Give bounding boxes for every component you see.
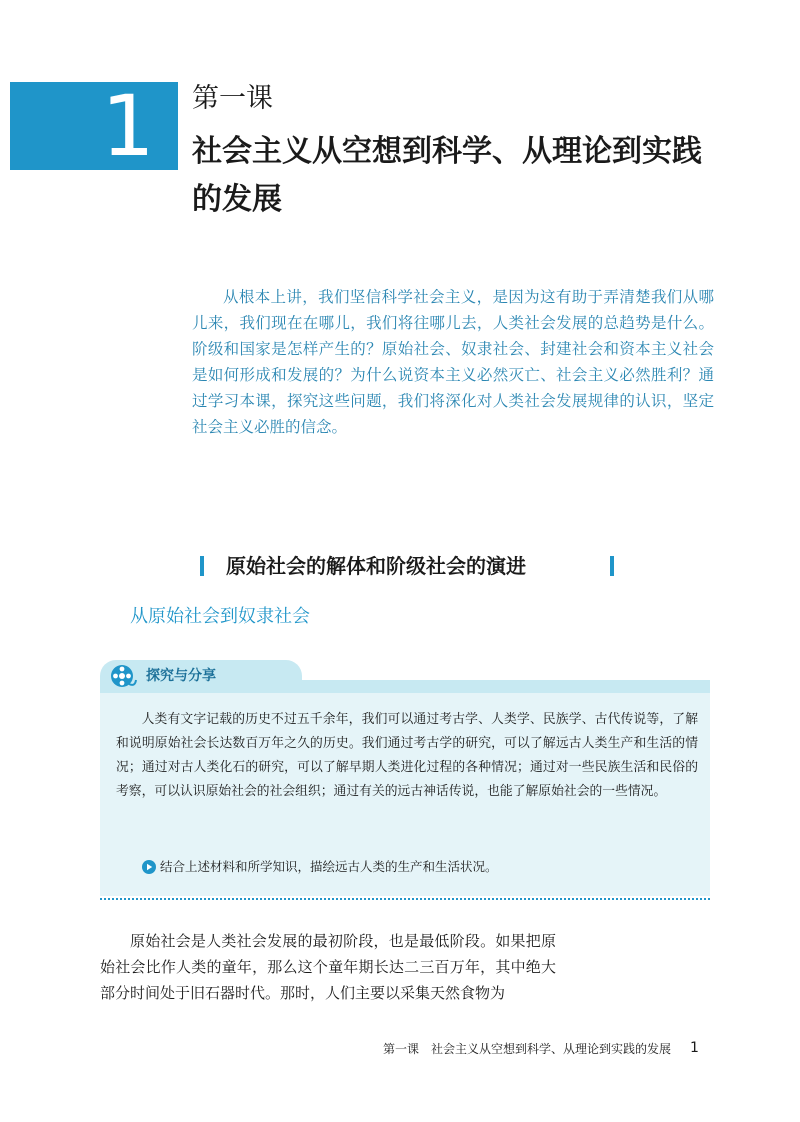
explore-share-box (100, 660, 710, 900)
explore-title: 探究与分享 (146, 668, 216, 684)
section-heading-text: 原始社会的解体和阶级社会的演进 (226, 554, 526, 578)
chapter-number: 1 (101, 77, 155, 175)
explore-text: 人类有文字记载的历史不过五千余年，我们可以通过考古学、人类学、民族学、古代传说等，了解和说明原始社会长达数百万年之久的历史。我们通过考古学的研究，可以了解远古人类生产和生活的情况；通过对古人类化石的研究，可以了解早期人类进化过程的各种情况；通过对一些民族生活和民俗的考察，可以认识原始社会的社会组织；通过有关的远古神话传说，也能了解原始社会的一些情况。 (116, 712, 698, 799)
subsection-title: 从原始社会到奴隶社会 (130, 606, 310, 627)
play-circle-icon (142, 860, 156, 874)
page-number: 1 (690, 1040, 699, 1056)
dotted-divider (100, 898, 710, 900)
section-heading (200, 550, 614, 582)
film-reel-icon (109, 662, 137, 690)
task-text: 结合上述材料和所学知识，描绘远古人类的生产和生活状况。 (160, 859, 498, 874)
lesson-label: 第一课 (192, 83, 273, 114)
intro-paragraph: 从根本上讲，我们坚信科学社会主义，是因为这有助于弄清楚我们从哪儿来，我们现在在哪儿，我们将往哪儿去，人类社会发展的总趋势是什么。阶级和国家是怎样产生的？原始社会、奴隶社会、封建社会和资本主义社会是如何形成和发展的？为什么说资本主义必然灭亡、社会主义必然胜利？通过学习本课，探究这些问题，我们将深化对人类社会发展规律的认识，坚定社会主义必胜的信念。 (192, 288, 714, 436)
running-footer: 第一课 社会主义从空想到科学、从理论到实践的发展 (383, 1042, 672, 1056)
body-paragraph: 原始社会是人类社会发展的最初阶段，也是最低阶段。如果把原始社会比作人类的童年，那么这个童年期长达二三百万年，其中绝大部分时间处于旧石器时代。那时，人们主要以采集天然食物为 (100, 932, 556, 1002)
lesson-title: 社会主义从空想到科学、从理论到实践的发展 (192, 134, 702, 217)
heading-bar-right (610, 556, 614, 576)
heading-bar-left (200, 556, 204, 576)
